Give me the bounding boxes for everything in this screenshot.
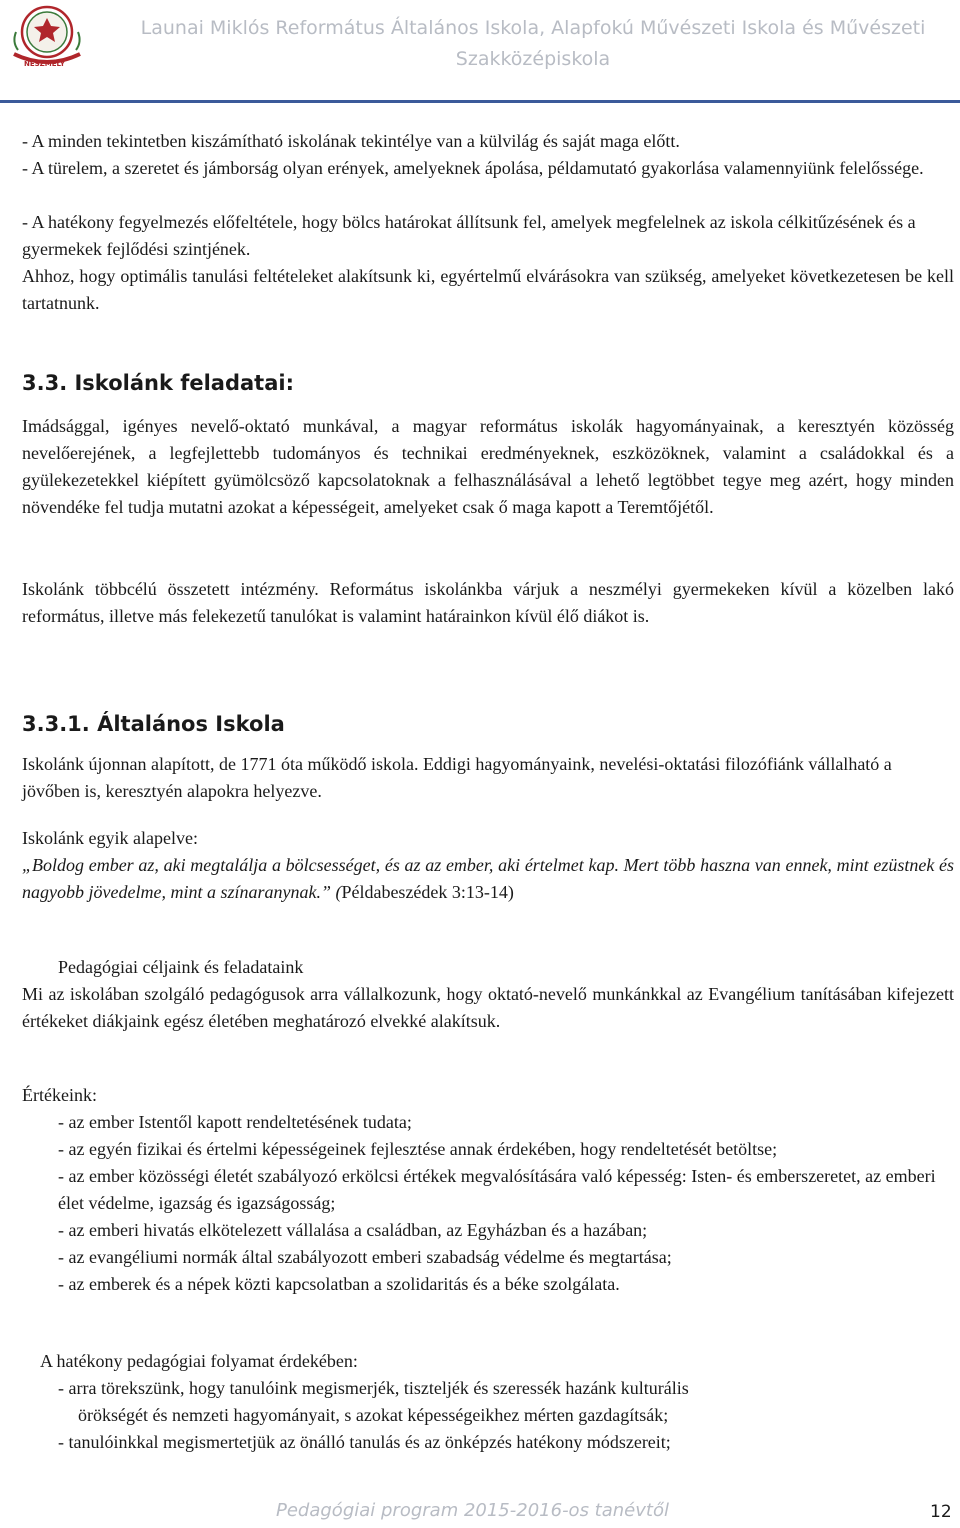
process-list-item: - tanulóinkkal megismertetjük az önálló tanulás és az önképzés hatékony módszereit; [58, 1432, 671, 1452]
values-list-item: - az ember közösségi életét szabályozó erkölcsi értékek megvalósítására való képesség: Isten- és emberszeretet, az emberi élet védelme, igazság és igazságosság; [58, 1166, 936, 1213]
values-list-item: - az emberek és a népek közti kapcsolatban a szolidaritás és a béke szolgálata. [58, 1274, 620, 1294]
values-list-item: - az evangéliumi normák által szabályozott emberi szabadság védelme és megtartása; [58, 1247, 672, 1267]
process-list [22, 1375, 954, 1456]
bible-quote [22, 852, 954, 906]
goals-text: Mi az iskolában szolgáló pedagógusok arra vállalkozunk, hogy oktató-nevelő munkánkkal az Evangélium tanításában kifejezett értékeket diákjaink egész életében meghatározó elvekké alakítsuk. [22, 984, 954, 1031]
page-number: 12 [930, 1502, 952, 1522]
section-heading-3-3: 3.3. Iskolánk feladatai: [22, 371, 294, 395]
process-list-item: örökségét és nemzeti hagyományait, s azokat képességeikhez mérten gazdagítsák; [78, 1405, 669, 1425]
intro-line-3: - A hatékony fegyelmezés előfeltétele, hogy bölcs határokat állítsunk fel, amelyek megfelelnek az iskola célkitűzésének és a gyermekek fejlődési szintjének. [22, 212, 916, 259]
quote-text: „Boldog ember az, aki megtalálja a bölcsességet, és az az ember, aki értelmet kap. Mert több haszna van ennek, mint ezüstnek és nagyobb jövedelme, mint a színaranynak.” ( [22, 855, 954, 902]
school-logo [4, 2, 90, 72]
principle-label: Iskolánk egyik alapelve: [22, 828, 198, 848]
quote-source: Példabeszédek 3:13-14) [341, 882, 514, 902]
values-list-item: - az emberi hivatás elkötelezett vállalása a családban, az Egyházban és a hazában; [58, 1220, 648, 1240]
intro-line-2: - A türelem, a szeretet és jámborság olyan erények, amelyeknek ápolása, példamutató gyakorlása valamennyiünk felelőssége. [22, 158, 924, 178]
values-list-item: - az egyén fizikai és értelmi képességeinek fejlesztése annak érdekében, hogy rendeltetését betöltse; [58, 1139, 778, 1159]
footer-program-title: Pedagógiai program 2015-2016-os tanévtől [276, 1500, 669, 1521]
page-header [0, 0, 960, 104]
intro-line-1: - A minden tekintetben kiszámítható iskolának tekintélye van a külvilág és saját maga előtt. [22, 131, 680, 151]
section-3-3-paragraph-1: Imádsággal, igényes nevelő-oktató munkával, a magyar református iskolák hagyományainak, a keresztyén közösség nevelőerejének, a legfejlettebb tudományos és technikai eredményeknek, eszközöknek, valamint a családokkal és a gyülekezetekkel kiépített gyümölcsöző kapcsolatoknak a felhasználásával a lehető legtöbbet tegye meg azért, hogy minden növendéke fel tudja mutatni azokat a képességeit, amelyeket csak ő maga kapott a Teremtőjétől. [22, 416, 954, 517]
section-heading-3-3-1: 3.3.1. Általános Iskola [22, 712, 285, 736]
process-list-item: - arra törekszünk, hogy tanulóink megismerjék, tiszteljék és szeressék hazánk kulturális [58, 1378, 689, 1398]
goals-label: Pedagógiai céljaink és feladataink [58, 957, 304, 977]
school-name-header: Launai Miklós Református Általános Iskola, Alapfokú Művészeti Iskola és Művészeti Szakközépiskola [140, 17, 926, 70]
values-label: Értékeink: [22, 1085, 97, 1105]
section-3-3-paragraph-2: Iskolánk többcélú összetett intézmény. Református iskolánkba várjuk a neszmélyi gyermekeken kívül a közelben lakó református, illetve más felekezetű tanulókat is valamint határainkon kívül élő diákot is. [22, 579, 954, 626]
values-list-item: - az ember Istentől kapott rendeltetésének tudata; [58, 1112, 412, 1132]
process-label: A hatékony pedagógiai folyamat érdekében: [40, 1351, 358, 1371]
intro-line-4: Ahhoz, hogy optimális tanulási feltételeket alakítsunk ki, egyértelmű elvárásokra van szükség, amelyeket következetesen be kell tartatnunk. [22, 266, 954, 313]
header-divider [0, 100, 960, 103]
logo-caption: NESZMÉLY [24, 60, 65, 68]
section-3-3-1-paragraph-1: Iskolánk újonnan alapított, de 1771 óta működő iskola. Eddigi hagyományaink, nevelési-oktatási filozófiánk vállalható a jövőben is, keresztyén alapokra helyezve. [22, 754, 892, 801]
values-list [22, 1109, 954, 1298]
